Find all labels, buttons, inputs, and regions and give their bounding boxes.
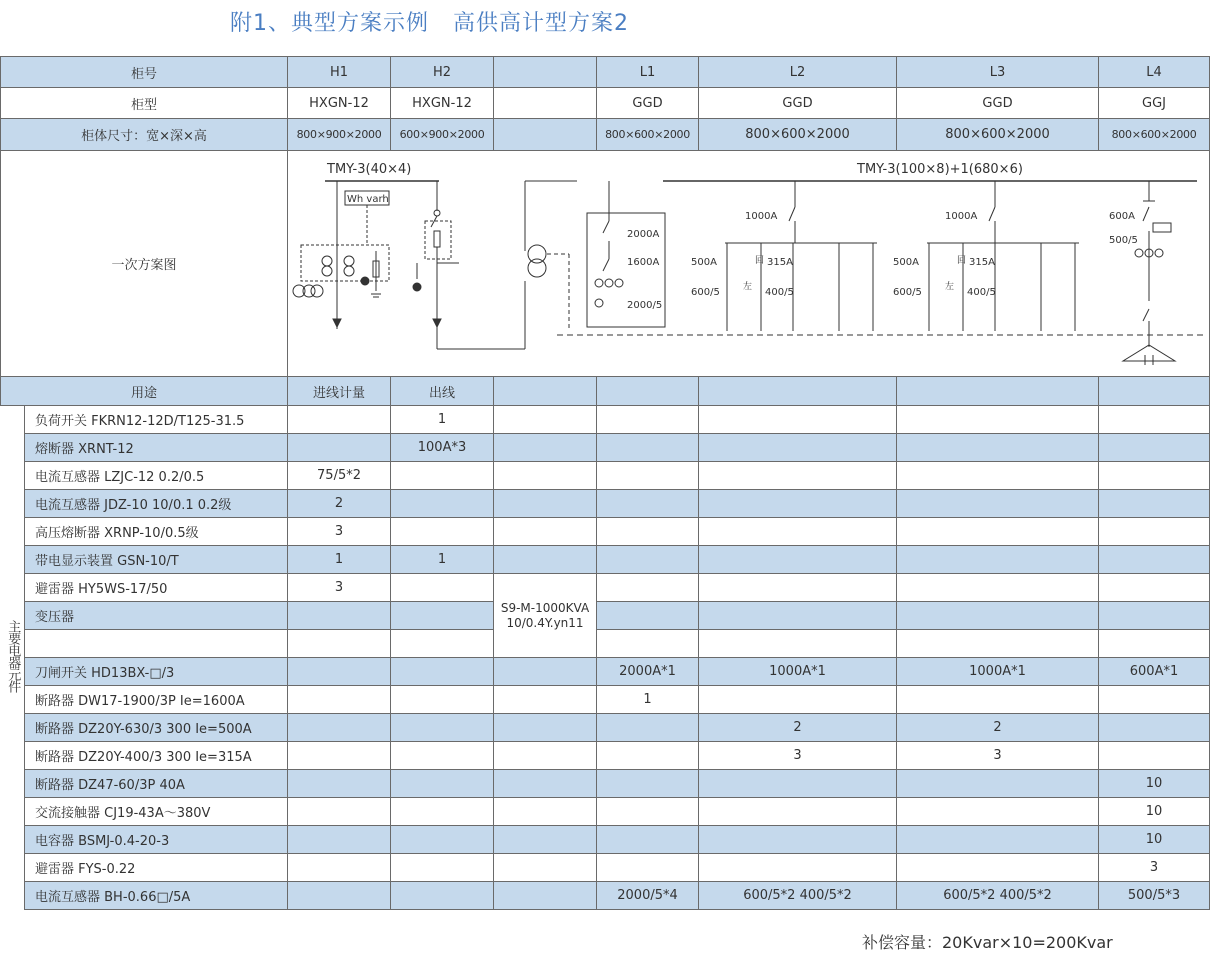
component-name: 带电显示装置 GSN-10/T (25, 546, 288, 574)
l2-branch-rating-b: 315A (767, 257, 793, 268)
component-value (1099, 714, 1210, 742)
cabinet-type-cell: GGJ (1099, 88, 1210, 119)
l3-ct-ratio-a: 600/5 (893, 287, 922, 298)
component-row (1, 602, 1210, 630)
component-name: 高压熔断器 XRNP-10/0.5级 (25, 518, 288, 546)
component-value (288, 742, 391, 770)
component-value: 2000A*1 (597, 658, 699, 686)
l1-switch-rating: 2000A (627, 229, 660, 240)
component-value (391, 714, 494, 742)
component-value (391, 490, 494, 518)
component-row (1, 518, 1210, 546)
component-value: 600/5*2 400/5*2 (897, 882, 1099, 910)
component-value (391, 798, 494, 826)
l3-branch-rating-b: 315A (969, 257, 995, 268)
component-value (699, 546, 897, 574)
component-value (391, 770, 494, 798)
component-name: 熔断器 XRNT-12 (25, 434, 288, 462)
hv-bus-label: TMY-3(40×4) (327, 162, 412, 177)
component-row (1, 630, 1210, 658)
component-value: 1000A*1 (699, 658, 897, 686)
component-row (1, 714, 1210, 742)
component-value (391, 854, 494, 882)
component-row (1, 826, 1210, 854)
component-value (494, 546, 597, 574)
component-value (288, 406, 391, 434)
side-label-cell (1, 406, 25, 910)
component-row (1, 770, 1210, 798)
component-value (494, 490, 597, 518)
component-name: 变压器 (25, 602, 288, 630)
lv-bus-label: TMY-3(100×8)+1(680×6) (857, 162, 1023, 177)
size-cell (494, 119, 597, 151)
component-value (494, 882, 597, 910)
component-value (494, 770, 597, 798)
component-value (288, 658, 391, 686)
component-value (699, 406, 897, 434)
component-value (897, 546, 1099, 574)
component-name: 断路器 DW17-1900/3P Ie=1600A (25, 686, 288, 714)
component-value (288, 434, 391, 462)
cabinet-no-cell: L3 (897, 57, 1099, 88)
component-value: 1 (288, 546, 391, 574)
purpose-cell: 出线 (391, 377, 494, 406)
component-value: 2000/5*4 (597, 882, 699, 910)
size-cell: 800×900×2000 (288, 119, 391, 151)
component-value (391, 686, 494, 714)
component-value (597, 798, 699, 826)
purpose-cell (597, 377, 699, 406)
component-value: 2 (699, 714, 897, 742)
component-value (288, 630, 391, 658)
component-value (494, 854, 597, 882)
size-label: 柜体尺寸：宽×深×高 (1, 119, 288, 151)
purpose-label: 用途 (1, 377, 288, 406)
component-row (1, 406, 1210, 434)
component-value (699, 434, 897, 462)
component-value (391, 742, 494, 770)
diagram-row (1, 151, 1210, 377)
component-value (897, 686, 1099, 714)
component-value (288, 602, 391, 630)
component-value (1099, 518, 1210, 546)
component-value (699, 854, 897, 882)
purpose-cell (897, 377, 1099, 406)
component-value (288, 686, 391, 714)
cabinet-type-cell: GGD (699, 88, 897, 119)
component-value (1099, 602, 1210, 630)
component-name: 断路器 DZ20Y-400/3 300 Ie=315A (25, 742, 288, 770)
component-value: 10 (1099, 770, 1210, 798)
component-value: 1 (597, 686, 699, 714)
size-cell: 800×600×2000 (699, 119, 897, 151)
component-name: 电流互感器 BH-0.66□/5A (25, 882, 288, 910)
component-value (494, 742, 597, 770)
component-value (391, 602, 494, 630)
component-value (597, 742, 699, 770)
component-value: 3 (699, 742, 897, 770)
component-row (1, 798, 1210, 826)
component-value (494, 434, 597, 462)
cabinet-type-cell: HXGN-12 (391, 88, 494, 119)
component-name: 避雷器 HY5WS-17/50 (25, 574, 288, 602)
component-value (597, 518, 699, 546)
component-value (897, 574, 1099, 602)
component-value (699, 686, 897, 714)
size-cell: 800×600×2000 (1099, 119, 1210, 151)
l3-branch-rating-a: 500A (893, 257, 919, 268)
cabinet-no-cell: L1 (597, 57, 699, 88)
cabinet-type-cell (494, 88, 597, 119)
component-value (897, 798, 1099, 826)
component-value: 500/5*3 (1099, 882, 1210, 910)
component-name: 电流互感器 JDZ-10 10/0.1 0.2级 (25, 490, 288, 518)
l4-ct-ratio: 500/5 (1109, 235, 1138, 246)
component-value (699, 798, 897, 826)
size-row (1, 119, 1210, 151)
component-name: 电容器 BSMJ-0.4-20-3 (25, 826, 288, 854)
purpose-cell (1099, 377, 1210, 406)
l3-main-rating: 1000A (945, 211, 978, 222)
component-value: 100A*3 (391, 434, 494, 462)
component-value (288, 770, 391, 798)
component-value (391, 658, 494, 686)
component-value (597, 462, 699, 490)
component-value: 600/5*2 400/5*2 (699, 882, 897, 910)
cabinet-no-cell: H1 (288, 57, 391, 88)
component-value (1099, 686, 1210, 714)
l3-ct-ratio-b: 400/5 (967, 287, 996, 298)
component-value (699, 826, 897, 854)
l1-ct-ratio: 2000/5 (627, 300, 663, 311)
component-value (494, 798, 597, 826)
component-name: 避雷器 FYS-0.22 (25, 854, 288, 882)
component-name: 电流互感器 LZJC-12 0.2/0.5 (25, 462, 288, 490)
component-row (1, 686, 1210, 714)
component-value: 2 (288, 490, 391, 518)
cabinet-type-cell: GGD (597, 88, 699, 119)
component-row (1, 882, 1210, 910)
component-value (494, 658, 597, 686)
component-value: 10 (1099, 798, 1210, 826)
component-value (494, 686, 597, 714)
component-value (494, 406, 597, 434)
purpose-cell (494, 377, 597, 406)
meter-label: Wh varh (347, 194, 389, 205)
component-value (699, 770, 897, 798)
size-cell: 600×900×2000 (391, 119, 494, 151)
component-value: 3 (288, 518, 391, 546)
component-value (391, 882, 494, 910)
component-value: 3 (288, 574, 391, 602)
component-value: 10 (1099, 826, 1210, 854)
l3-left-mark: 左 (945, 282, 955, 292)
component-value (1099, 406, 1210, 434)
component-value (391, 518, 494, 546)
component-value: 75/5*2 (288, 462, 391, 490)
component-name (25, 630, 288, 658)
component-value: 3 (1099, 854, 1210, 882)
l2-main-rating: 1000A (745, 211, 778, 222)
component-value: 3 (897, 742, 1099, 770)
cabinet-no-label: 柜号 (1, 57, 288, 88)
cabinet-type-cell: GGD (897, 88, 1099, 119)
component-value (288, 854, 391, 882)
l2-branch-rating-a: 500A (691, 257, 717, 268)
component-value (897, 518, 1099, 546)
component-value (597, 826, 699, 854)
component-value (288, 826, 391, 854)
component-value (391, 826, 494, 854)
component-value (597, 630, 699, 658)
cabinet-no-cell: L2 (699, 57, 897, 88)
component-value (897, 826, 1099, 854)
component-value (897, 854, 1099, 882)
diagram-label: 一次方案图 (1, 151, 288, 377)
page-title: 附1、典型方案示例 高供高计型方案2 (230, 11, 629, 36)
component-value (897, 630, 1099, 658)
l2-box-mark: 回 (755, 256, 765, 266)
component-value (1099, 742, 1210, 770)
cabinet-no-cell: L4 (1099, 57, 1210, 88)
purpose-cell (699, 377, 897, 406)
component-value (897, 434, 1099, 462)
l2-ct-ratio-a: 600/5 (691, 287, 720, 298)
cabinet-type-label: 柜型 (1, 88, 288, 119)
component-value (288, 714, 391, 742)
component-name: 断路器 DZ20Y-630/3 300 Ie=500A (25, 714, 288, 742)
component-row (1, 546, 1210, 574)
component-row (1, 742, 1210, 770)
transformer-spec: 10/0.4Y.yn11 (506, 615, 584, 630)
component-name: 断路器 DZ47-60/3P 40A (25, 770, 288, 798)
component-value (288, 882, 391, 910)
component-value: 1 (391, 406, 494, 434)
component-value (597, 546, 699, 574)
side-label: 主要电器元件 (5, 619, 21, 692)
component-value (699, 630, 897, 658)
scheme-table (0, 56, 1210, 910)
component-value (288, 798, 391, 826)
diagram-cell (288, 151, 1210, 377)
component-value: 600A*1 (1099, 658, 1210, 686)
component-value (597, 714, 699, 742)
component-value (494, 518, 597, 546)
cabinet-no-cell (494, 57, 597, 88)
component-row (1, 854, 1210, 882)
component-row (1, 462, 1210, 490)
l4-main-rating: 600A (1109, 211, 1135, 222)
transformer-cell (494, 574, 597, 658)
component-value (897, 490, 1099, 518)
size-cell: 800×600×2000 (897, 119, 1099, 151)
transformer-model: S9-M-1000KVA (500, 600, 590, 615)
component-value (897, 602, 1099, 630)
cabinet-type-row (1, 88, 1210, 119)
component-value (699, 490, 897, 518)
component-value (597, 854, 699, 882)
component-name: 负荷开关 FKRN12-12D/T125-31.5 (25, 406, 288, 434)
component-value (597, 406, 699, 434)
component-value: 1000A*1 (897, 658, 1099, 686)
cabinet-no-row (1, 57, 1210, 88)
component-value (1099, 630, 1210, 658)
component-value (494, 462, 597, 490)
component-value (897, 462, 1099, 490)
component-name: 刀闸开关 HD13BX-□/3 (25, 658, 288, 686)
component-value (1099, 462, 1210, 490)
component-row (1, 574, 1210, 602)
component-value (391, 462, 494, 490)
cabinet-type-cell: HXGN-12 (288, 88, 391, 119)
component-value (699, 518, 897, 546)
purpose-row (1, 377, 1210, 406)
component-value (699, 574, 897, 602)
component-value (1099, 546, 1210, 574)
component-row (1, 490, 1210, 518)
component-value (1099, 490, 1210, 518)
component-value (1099, 434, 1210, 462)
component-value: 2 (897, 714, 1099, 742)
component-value (391, 574, 494, 602)
component-value (597, 574, 699, 602)
component-value (597, 602, 699, 630)
compensation-capacity: 补偿容量：20Kvar×10=200Kvar (862, 933, 1113, 952)
component-row (1, 434, 1210, 462)
cabinet-no-cell: H2 (391, 57, 494, 88)
component-value (897, 770, 1099, 798)
component-name: 交流接触器 CJ19-43A～380V (25, 798, 288, 826)
component-value (391, 630, 494, 658)
l3-box-mark: 回 (957, 256, 967, 266)
size-cell: 800×600×2000 (597, 119, 699, 151)
component-value (494, 714, 597, 742)
purpose-cell: 进线计量 (288, 377, 391, 406)
l2-ct-ratio-b: 400/5 (765, 287, 794, 298)
l1-breaker-rating: 1600A (627, 257, 660, 268)
component-row (1, 658, 1210, 686)
component-value (494, 826, 597, 854)
component-value (597, 490, 699, 518)
l2-left-mark: 左 (743, 282, 753, 292)
component-value (699, 462, 897, 490)
component-value (1099, 574, 1210, 602)
component-value (597, 770, 699, 798)
component-value: 1 (391, 546, 494, 574)
component-value (699, 602, 897, 630)
component-value (597, 434, 699, 462)
component-value (897, 406, 1099, 434)
